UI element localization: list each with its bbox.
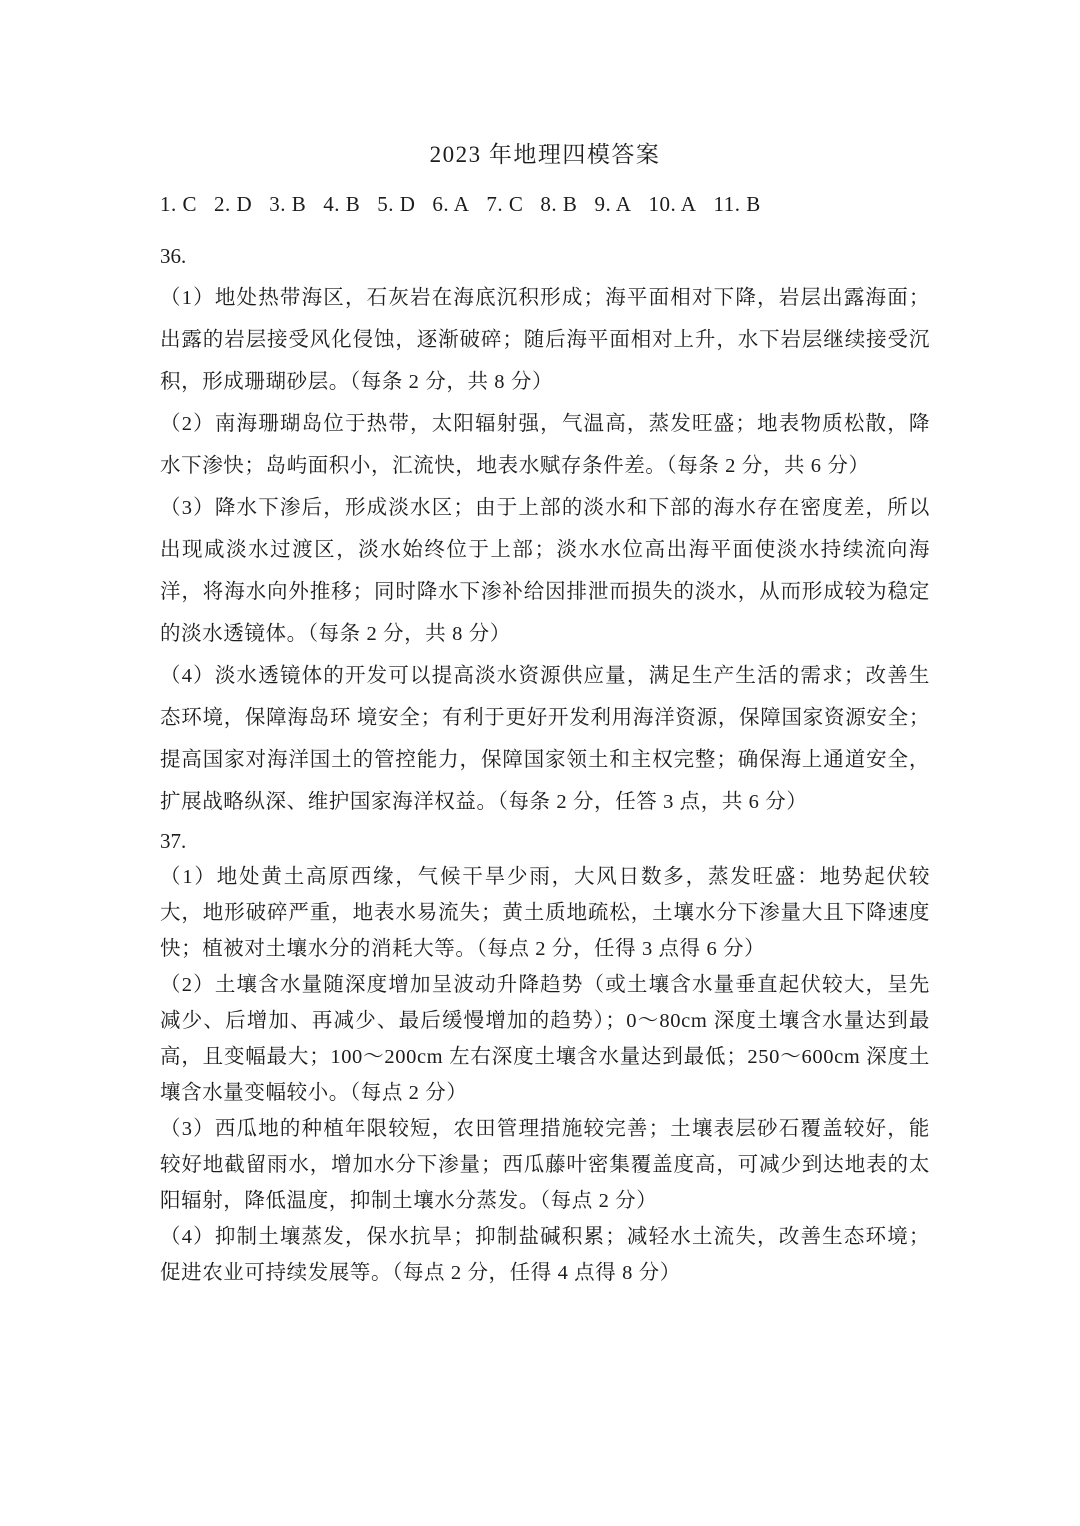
- question-36-answer-2: （2）南海珊瑚岛位于热带，太阳辐射强，气温高，蒸发旺盛；地表物质松散，降水下渗快；岛屿面积小，汇流快，地表水赋存条件差。（每条 2 分，共 6 分）: [160, 413, 930, 477]
- answer-item-3: 3. B: [269, 192, 307, 216]
- document-title: 2023 年地理四模答案: [429, 142, 661, 167]
- question-37-number: 37.: [160, 829, 187, 853]
- answer-item-9: 9. A: [594, 192, 632, 216]
- question-36-number: 36.: [160, 244, 187, 268]
- answer-item-4: 4. B: [323, 192, 361, 216]
- question-36-answer-4: （4）淡水透镜体的开发可以提高淡水资源供应量，满足生产生活的需求；改善生态环境，保障海岛环 境安全；有利于更好开发利用海洋资源，保障国家资源安全；提高国家对海洋国土的管控能力，保障国家领土和主权完整；确保海上通道安全，扩展战略纵深、维护国家海洋权益。（每条 2 分，任答 3 点，共 6 分）: [160, 665, 930, 813]
- question-37-answer-1: （1）地处黄土高原西缘，气候干旱少雨，大风日数多，蒸发旺盛：地势起伏较大，地形破碎严重，地表水易流失；黄土质地疏松，土壤水分下渗量大且下降速度快；植被对土壤水分的消耗大等。（每点 2 分，任得 3 点得 6 分）: [160, 866, 930, 960]
- answer-item-6: 6. A: [432, 192, 470, 216]
- answer-item-2: 2. D: [214, 192, 253, 216]
- question-37-answer-3: （3）西瓜地的种植年限较短，农田管理措施较完善；土壤表层砂石覆盖较好，能较好地截留雨水，增加水分下渗量；西瓜藤叶密集覆盖度高，可减少到达地表的太阳辐射，降低温度，抑制土壤水分蒸发。（每点 2 分）: [160, 1118, 930, 1212]
- question-37-answer-4: （4）抑制土壤蒸发，保水抗旱；抑制盐碱积累；减轻水土流失，改善生态环境；促进农业可持续发展等。（每点 2 分，任得 4 点得 8 分）: [160, 1226, 930, 1284]
- answer-item-1: 1. C: [160, 192, 198, 216]
- question-36-section: [160, 235, 930, 823]
- question-37-section: [160, 823, 930, 1291]
- answer-item-5: 5. D: [377, 192, 416, 216]
- answer-item-8: 8. B: [540, 192, 578, 216]
- question-37-answer-2: （2）土壤含水量随深度增加呈波动升降趋势（或土壤含水量垂直起伏较大，呈先减少、后增加、再减少、最后缓慢增加的趋势）；0～80cm 深度土壤含水量达到最高，且变幅最大；100～200cm 左右深度土壤含水量达到最低；250～600cm 深度土壤含水量变幅较小。（每点 2 分）: [160, 974, 930, 1104]
- question-36-answer-1: （1）地处热带海区，石灰岩在海底沉积形成；海平面相对下降，岩层出露海面；出露的岩层接受风化侵蚀，逐渐破碎；随后海平面相对上升，水下岩层继续接受沉积，形成珊瑚砂层。（每条 2 分，共 8 分）: [160, 287, 930, 393]
- question-36-answer-3: （3）降水下渗后，形成淡水区；由于上部的淡水和下部的海水存在密度差，所以出现咸淡水过渡区，淡水始终位于上部；淡水水位高出海平面使淡水持续流向海洋，将海水向外推移；同时降水下渗补给因排泄而损失的淡水，从而形成较为稳定的淡水透镜体。（每条 2 分，共 8 分）: [160, 497, 930, 645]
- answer-item-7: 7. C: [486, 192, 524, 216]
- answer-item-10: 10. A: [648, 192, 697, 216]
- answer-item-11: 11. B: [713, 192, 761, 216]
- multiple-choice-answers-row: [160, 191, 930, 217]
